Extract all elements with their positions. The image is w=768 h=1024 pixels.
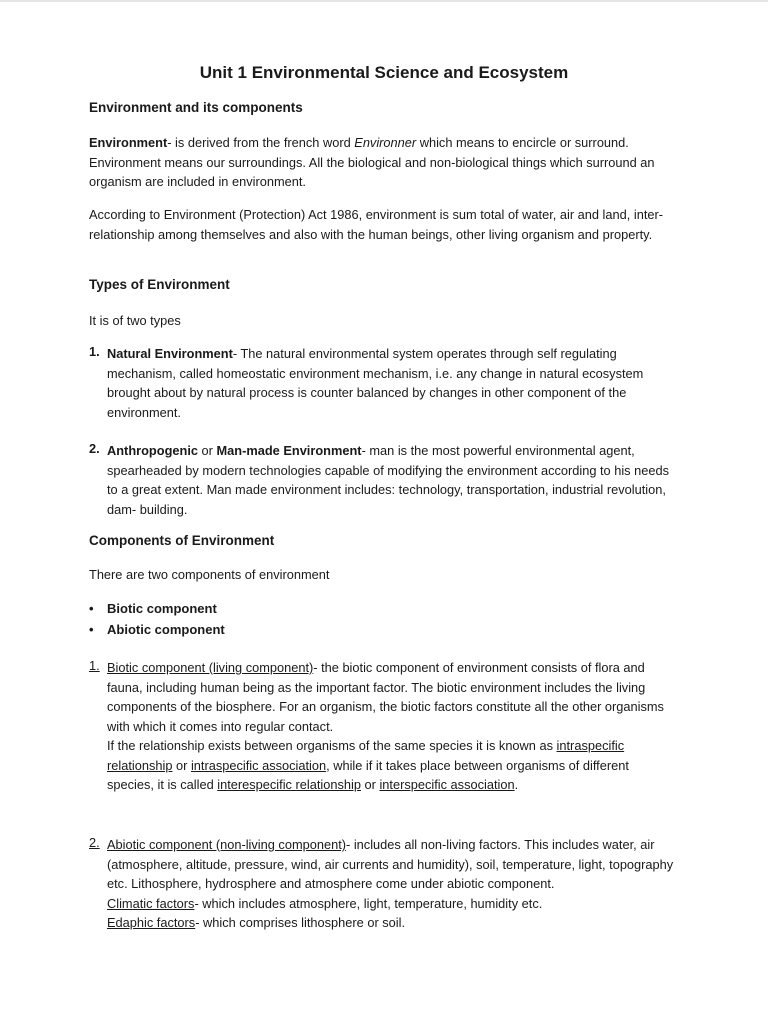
biotic-paragraph-2 [107,736,677,795]
components-bullet-list [89,598,225,640]
abiotic-text-1: - includes all non-living factors. This includes water, air (atmosphere, altitude, pressure, wind, air currents and humidity), soil, temperature, light, topography etc. Lithosphere, hydrosphere and atmosphere come under abiotic component. [107,837,674,891]
types-intro: It is of two types [89,313,181,328]
biotic-number: 1. [89,658,100,673]
bullet-dot: • [89,601,94,616]
manmade-term: Man-made Environment [216,443,362,458]
biotic-text-3: , while if it takes place between organisms of different species, it is called [107,757,629,792]
heading-components-of-environment: Components of Environment [89,533,275,548]
period: . [514,777,519,792]
biotic-component-item [107,658,677,795]
bullet-biotic [89,598,225,619]
type-1-number: 1. [89,344,100,359]
interspecific-association: interspecific association [379,777,515,792]
heading-environment-components: Environment and its components [89,100,303,115]
climatic-factors-term: Climatic factors [107,895,195,911]
abiotic-term: Abiotic component (non-living component) [107,837,347,852]
type-manmade-environment [107,441,677,519]
or-text: or [360,777,380,792]
edaphic-factors-text: - which comprises lithosphere or soil. [195,915,406,930]
abiotic-number: 2. [89,835,100,850]
bullet-label: Biotic component [107,601,217,616]
bullet-abiotic [89,619,225,640]
environner-word: Environner [354,135,417,150]
intraspecific-association: intraspecific association [190,757,327,773]
bullet-label: Abiotic component [107,622,225,637]
type-natural-environment [107,344,677,422]
edaphic-factors-term: Edaphic factors [107,915,196,930]
anthropogenic-term: Anthropogenic [107,443,198,458]
definition-text-b: which means to encircle or surround. Environment means our surroundings. All the biological and non-biological things which surround an organism are included in environment. [89,135,655,189]
components-intro: There are two components of environment [89,567,330,582]
environment-definition [89,133,681,192]
type-2-number: 2. [89,441,100,456]
bullet-dot: • [89,622,94,637]
abiotic-paragraph [107,835,677,894]
edaphic-factors-line [107,913,677,933]
or-text: or [198,443,217,458]
natural-environment-text: - The natural environmental system operates through self regulating mechanism, called homeostatic environment mechanism, i.e. any change in natural ecosystem brought about by natural process is counter balanced by changes in other component of the environment. [107,346,644,420]
abiotic-component-item [107,835,677,933]
or-text: or [172,757,191,773]
document-title: Unit 1 Environmental Science and Ecosystem [199,63,569,82]
interespecific-relationship: interespecific relationship [217,777,361,792]
biotic-term: Biotic component (living component) [107,660,314,675]
act-paragraph: According to Environment (Protection) Act 1986, environment is sum total of water, air and land, inter-relationship among themselves and also with the human beings, other living organism and property. [89,207,664,242]
definition-text-a: - is derived from the french word [167,135,355,150]
environment-term: Environment [89,135,168,150]
biotic-paragraph-1 [107,658,677,736]
heading-types-of-environment: Types of Environment [89,277,230,292]
biotic-text-1: - the biotic component of environment consists of flora and fauna, including human being as the important factor. The biotic environment includes the living components of the biosphere. For an organism, the biotic factors constitute all the other organisms with which it comes into regular contact. [107,660,664,734]
manmade-text: - man is the most powerful environmental agent, spearheaded by modern technologies capable of modifying the environment according to his needs to a great extent. Man made environment includes: technology, transportation, industrial revolution, dam- building. [107,443,670,517]
biotic-text-2: If the relationship exists between organisms of the same species it is known as [107,738,557,753]
climatic-factors-line [107,894,677,914]
climatic-factors-text: - which includes atmosphere, light, temperature, humidity etc. [194,895,543,911]
intraspecific-relationship: intraspecific relationship [107,738,625,773]
natural-environment-term: Natural Environment [107,346,233,361]
